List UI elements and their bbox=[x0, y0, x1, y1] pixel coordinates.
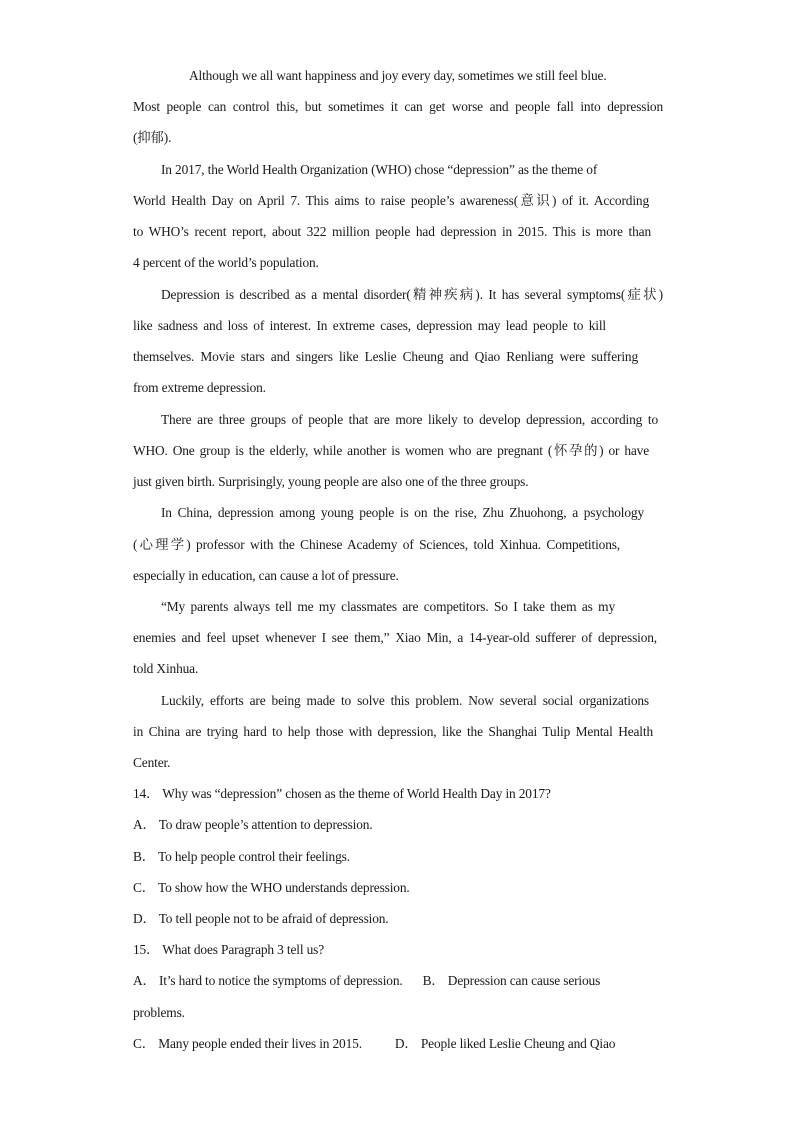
passage-line: to WHO’s recent report, about 322 million people had depression in 2015. This is more than bbox=[133, 224, 651, 239]
passage-line: There are three groups of people that are more likely to develop depression, according to bbox=[161, 412, 658, 427]
passage-line: Most people can control this, but sometimes it can get worse and people fall into depression bbox=[133, 99, 663, 114]
passage-line: World Health Day on April 7. This aims to raise people’s awareness(意识) of it. According bbox=[133, 193, 649, 208]
question-14-option-d: D． To tell people not to be afraid of depression. bbox=[133, 911, 389, 926]
passage-line: just given birth. Surprisingly, young people are also one of the three groups. bbox=[133, 474, 529, 489]
passage-line: like sadness and loss of interest. In extreme cases, depression may lead people to kill bbox=[133, 318, 606, 333]
passage-line: Luckily, efforts are being made to solve this problem. Now several social organizations bbox=[161, 693, 649, 708]
passage-line: Center. bbox=[133, 755, 171, 770]
passage-line: “My parents always tell me my classmates are competitors. So I take them as my bbox=[161, 599, 615, 614]
passage-line: Although we all want happiness and joy every day, sometimes we still feel blue. bbox=[189, 68, 607, 83]
question-15-option-d: D． People liked Leslie Cheung and Qiao bbox=[394, 1036, 616, 1051]
passage-line: in China are trying hard to help those with depression, like the Shanghai Tulip Mental Health bbox=[133, 724, 653, 739]
question-15-row-2 bbox=[133, 1035, 663, 1053]
question-14-stem: 14． Why was “depression” chosen as the theme of World Health Day in 2017? bbox=[133, 786, 551, 801]
passage-line: from extreme depression. bbox=[133, 380, 266, 395]
question-14-option-c: C． To show how the WHO understands depression. bbox=[133, 880, 410, 895]
passage-line: In 2017, the World Health Organization (WHO) chose “depression” as the theme of bbox=[161, 162, 598, 177]
passage-line: themselves. Movie stars and singers like Leslie Cheung and Qiao Renliang were suffering bbox=[133, 349, 638, 364]
question-15-stem: 15． What does Paragraph 3 tell us? bbox=[133, 942, 324, 957]
passage-line: In China, depression among young people is on the rise, Zhu Zhuohong, a psychology bbox=[161, 505, 644, 520]
question-15-option-a: A． It’s hard to notice the symptoms of depression. bbox=[133, 973, 403, 988]
passage-line: enemies and feel upset whenever I see them,” Xiao Min, a 14-year-old sufferer of depression, bbox=[133, 630, 657, 645]
passage-line: 4 percent of the world’s population. bbox=[133, 255, 319, 270]
question-15-option-c: C． Many people ended their lives in 2015. bbox=[133, 1036, 362, 1051]
passage-line: (心理学) professor with the Chinese Academy of Sciences, told Xinhua. Competitions, bbox=[133, 537, 620, 552]
passage-line: told Xinhua. bbox=[133, 661, 199, 676]
question-14-option-b: B． To help people control their feelings. bbox=[133, 849, 350, 864]
question-15-row-1 bbox=[133, 972, 663, 990]
passage-line: Depression is described as a mental disorder(精神疾病). It has several symptoms(症状) bbox=[161, 287, 663, 302]
passage-line: especially in education, can cause a lot of pressure. bbox=[133, 568, 399, 583]
question-14-option-a: A． To draw people’s attention to depression. bbox=[133, 817, 373, 832]
question-15-option-b-continued: problems. bbox=[133, 1005, 185, 1020]
question-15-option-b: B． Depression can cause serious bbox=[422, 973, 601, 988]
passage-line: (抑郁). bbox=[133, 130, 172, 145]
passage-line: WHO. One group is the elderly, while another is women who are pregnant (怀孕的) or have bbox=[133, 443, 649, 458]
